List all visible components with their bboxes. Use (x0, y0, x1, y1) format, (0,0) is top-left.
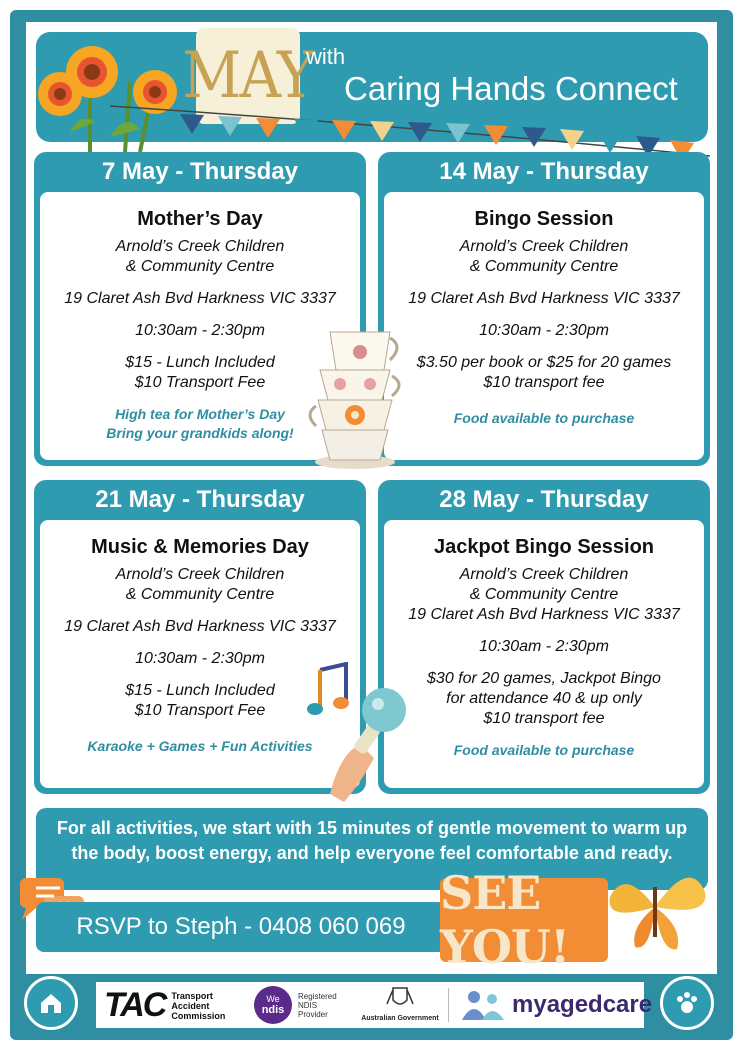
venue-line-1: Arnold’s Creek Children (459, 238, 629, 255)
event-time: 10:30am - 2:30pm (135, 650, 265, 667)
event-details (384, 192, 704, 460)
paw-icon (673, 989, 701, 1017)
venue-line-2: & Community Centre (125, 586, 275, 603)
event-date: 28 May - Thursday (439, 486, 649, 513)
event-transport-fee: $10 transport fee (483, 710, 605, 727)
organisation-name: Caring Hands Connect (344, 70, 678, 107)
home-icon (37, 989, 65, 1017)
event-price-condition: for attendance 40 & up only (446, 690, 642, 707)
event-card-may-28 (378, 480, 710, 794)
event-title: Jackpot Bingo Session (433, 536, 655, 558)
event-details (40, 520, 360, 788)
event-title: Mother’s Day (137, 208, 263, 230)
event-transport-fee: $10 transport fee (483, 374, 605, 391)
australian-government-logo (350, 984, 450, 1022)
rattle-icon (320, 684, 420, 804)
event-title: Music & Memories Day (91, 536, 309, 558)
divider (448, 988, 449, 1022)
event-note-1: Food available to purchase (453, 742, 635, 758)
event-time: 10:30am - 2:30pm (135, 322, 265, 339)
event-date: 21 May - Thursday (95, 486, 305, 513)
event-address: 19 Claret Ash Bvd Harkness VIC 3337 (64, 290, 336, 307)
tac-line-2: Accident (171, 1000, 210, 1011)
event-address: 19 Claret Ash Bvd Harkness VIC 3337 (408, 606, 680, 623)
event-transport-fee: $10 Transport Fee (134, 374, 266, 391)
venue-line-1: Arnold’s Creek Children (459, 566, 629, 583)
see-you-text: SEE YOU! (440, 866, 570, 974)
rsvp-contact[interactable] (36, 902, 446, 952)
event-price: $15 - Lunch Included (125, 682, 275, 699)
butterfly-icon (600, 852, 710, 962)
event-time: 10:30am - 2:30pm (479, 322, 609, 339)
rsvp-text: RSVP to Steph - 0408 060 069 (76, 913, 406, 940)
venue-line-2: & Community Centre (469, 586, 619, 603)
event-date: 14 May - Thursday (439, 158, 649, 185)
venue-line-1: Arnold’s Creek Children (115, 238, 285, 255)
myagedcare-wordmark: myagedcare (512, 991, 653, 1018)
see-you-sign (440, 866, 608, 974)
event-note-1: Food available to purchase (453, 410, 635, 426)
tac-line-1: Transport (171, 990, 213, 1001)
tac-logo (104, 986, 225, 1025)
myagedcare-logo (460, 988, 652, 1022)
people-icon (460, 988, 506, 1022)
event-address: 19 Claret Ash Bvd Harkness VIC 3337 (64, 618, 336, 635)
with-label: with (306, 44, 346, 69)
event-date: 7 May - Thursday (101, 158, 299, 185)
event-card-may-21 (34, 480, 366, 794)
ndis-line-2: NDIS (298, 1000, 318, 1010)
tac-wordmark: TAC (104, 986, 166, 1024)
caring-hands-aged-care-logo (660, 976, 714, 1030)
event-card-may-14 (378, 152, 710, 466)
tac-line-3: Commission (171, 1010, 226, 1021)
ndis-wordmark: ndis (261, 1004, 285, 1016)
coat-of-arms-icon (385, 984, 415, 1010)
gov-text: Australian Government (361, 1015, 439, 1022)
ndis-line-1: Registered (298, 991, 337, 1001)
event-price: $30 for 20 games, Jackpot Bingo (427, 670, 661, 687)
event-title: Bingo Session (474, 208, 614, 230)
event-time: 10:30am - 2:30pm (479, 638, 609, 655)
event-details (384, 520, 704, 788)
month-title: MAY (182, 39, 314, 113)
partner-logo-strip (96, 982, 653, 1028)
event-address: 19 Claret Ash Bvd Harkness VIC 3337 (408, 290, 680, 307)
caring-hands-connect-logo (24, 976, 78, 1030)
ndis-line-3: Provider (298, 1009, 328, 1019)
venue-line-2: & Community Centre (125, 258, 275, 275)
ndis-we: We (266, 994, 280, 1004)
event-price: $3.50 per book or $25 for 20 games (416, 354, 672, 371)
teacup-stack-icon (300, 312, 412, 472)
venue-line-1: Arnold’s Creek Children (115, 566, 285, 583)
event-transport-fee: $10 Transport Fee (134, 702, 266, 719)
movement-banner: For all activities, we start with 15 minutes of gentle movement to warm up the body, boost energy, and help everyone feel comfortable and ready. (36, 808, 708, 890)
venue-line-2: & Community Centre (469, 258, 619, 275)
event-note-1: Karaoke + Games + Fun Activities (87, 738, 313, 754)
ndis-logo (254, 986, 337, 1024)
event-note-1: High tea for Mother’s Day (115, 406, 285, 422)
event-note-2: Bring your grandkids along! (106, 425, 294, 441)
event-price: $15 - Lunch Included (125, 354, 275, 371)
